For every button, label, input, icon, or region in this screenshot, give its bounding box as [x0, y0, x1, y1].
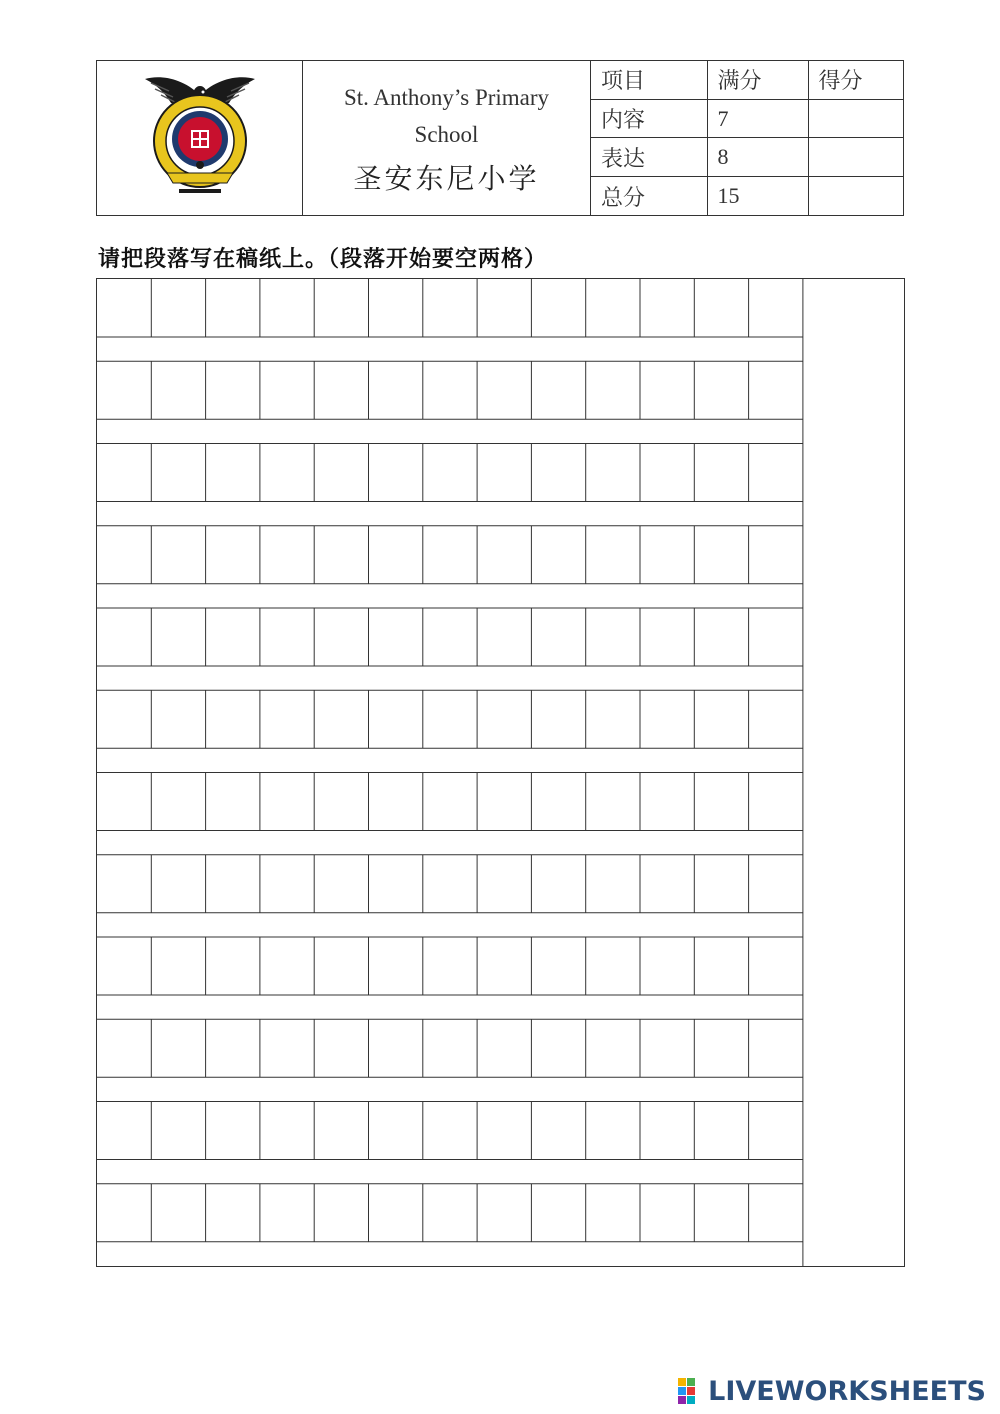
header-table	[96, 60, 904, 216]
liveworksheets-brand	[678, 1376, 986, 1406]
row-item: 内容	[591, 99, 707, 138]
instruction-text: 请把段落写在稿纸上。（段落开始要空两格）	[98, 247, 548, 272]
school-name-english: St. Anthony’s Primary School	[343, 85, 550, 147]
table-row	[591, 138, 903, 177]
row-item: 总分	[591, 177, 707, 215]
grid-lines	[97, 279, 904, 1266]
table-row	[591, 177, 903, 215]
row-full-marks: 15	[707, 177, 808, 215]
column-header-score: 得分	[808, 61, 903, 99]
school-crest-icon	[141, 73, 259, 201]
brand-text: LIVEWORKSHEETS	[708, 1375, 986, 1407]
score-table	[591, 61, 903, 215]
school-name-cell	[303, 61, 591, 215]
row-item: 表达	[591, 138, 707, 177]
column-header-item: 项目	[591, 61, 707, 99]
logo-cell	[97, 61, 303, 215]
column-header-full-marks: 满分	[707, 61, 808, 99]
brand-logo-icon	[678, 1378, 706, 1404]
writing-grid	[96, 278, 905, 1267]
row-full-marks: 7	[707, 99, 808, 138]
row-full-marks: 8	[707, 138, 808, 177]
score-table-header-row	[591, 61, 903, 99]
row-score-field[interactable]	[808, 138, 903, 177]
school-name-chinese: 圣安东尼小学	[353, 162, 540, 195]
row-score-field[interactable]	[808, 177, 903, 215]
table-row	[591, 99, 903, 138]
row-score-field[interactable]	[808, 99, 903, 138]
